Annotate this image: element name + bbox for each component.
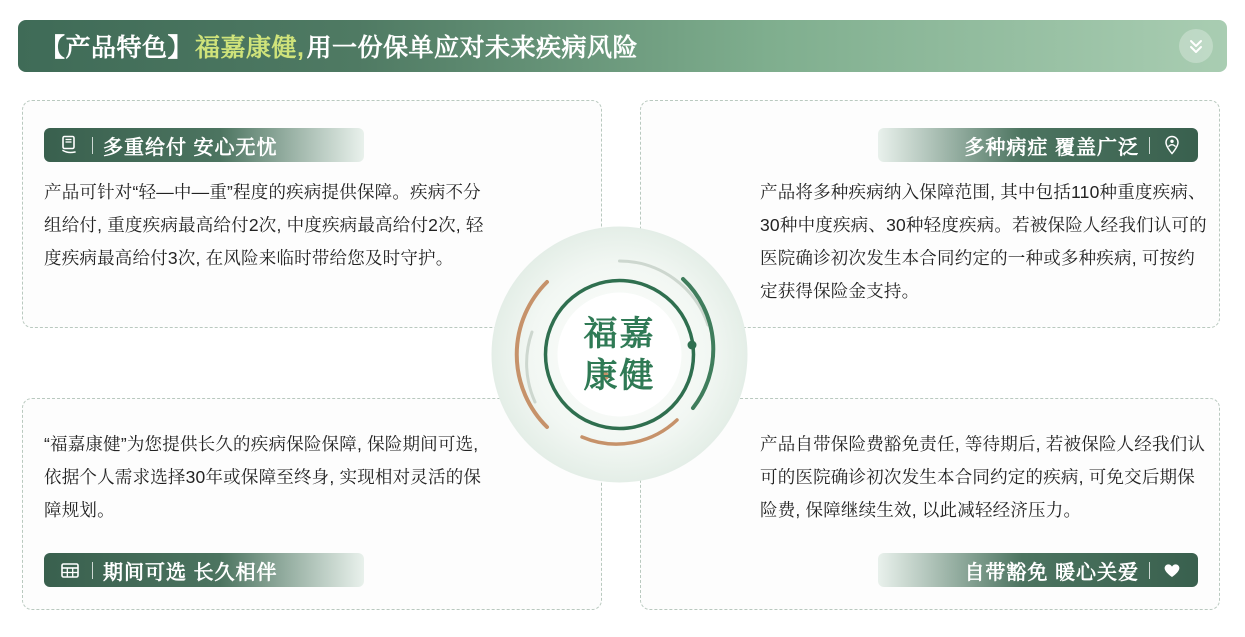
emblem-text bbox=[487, 222, 752, 487]
section-body-wide-coverage: 产品将多种疾病纳入保障范围, 其中包括110种重度疾病、30种中度疾病、30种轻度疾病。若被保险人经我们认可的医院确诊初次发生本合同约定的一种或多种疾病, 可按约定获得保险金支持。 bbox=[760, 182, 1207, 301]
heart-icon bbox=[1160, 558, 1184, 582]
section-label-multi-payout bbox=[44, 128, 364, 162]
page-title bbox=[40, 28, 638, 64]
section-label-flexible-term bbox=[44, 553, 364, 587]
ribbon-divider bbox=[92, 562, 93, 579]
ribbon-divider bbox=[92, 137, 93, 154]
location-pin-person-icon bbox=[1160, 133, 1184, 157]
section-label-text: 多种病症 覆盖广泛 bbox=[964, 136, 1139, 159]
ribbon-divider bbox=[1149, 562, 1150, 579]
section-label-premium-waiver bbox=[878, 553, 1198, 587]
emblem-line-1: 福嘉 bbox=[583, 314, 656, 353]
section-label-text: 期间可选 长久相伴 bbox=[103, 561, 278, 584]
section-label-text: 多重给付 安心无忧 bbox=[103, 136, 278, 159]
double-chevron-down-icon[interactable] bbox=[1179, 29, 1213, 63]
calendar-icon bbox=[58, 558, 82, 582]
ribbon-divider bbox=[1149, 137, 1150, 154]
page-title-prefix: 【产品特色】 bbox=[40, 34, 194, 62]
emblem-line-2: 康健 bbox=[583, 356, 656, 395]
section-label-wide-coverage bbox=[878, 128, 1198, 162]
section-label-text: 自带豁免 暖心关爱 bbox=[964, 561, 1139, 584]
center-emblem bbox=[487, 222, 752, 487]
page-title-highlight: 福嘉康健, bbox=[195, 34, 305, 62]
section-body-premium-waiver: 产品自带保险费豁免责任, 等待期后, 若被保险人经我们认可的医院确诊初次发生本合同约定的疾病, 可免交后期保险费, 保障继续生效, 以此减轻经济压力。 bbox=[760, 434, 1206, 520]
page-title-suffix: 用一份保单应对未来疾病风险 bbox=[306, 34, 638, 62]
section-body-multi-payout: 产品可针对“轻—中—重”程度的疾病提供保障。疾病不分组给付, 重度疾病最高给付2次, 中度疾病最高给付2次, 轻度疾病最高给付3次, 在风险来临时带给您及时守护。 bbox=[44, 182, 484, 268]
header-bar bbox=[18, 20, 1227, 72]
section-body-flexible-term: “福嘉康健”为您提供长久的疾病保险保障, 保险期间可选, 依据个人需求选择30年或保障至终身, 实现相对灵活的保障规划。 bbox=[44, 434, 482, 520]
document-hand-icon bbox=[58, 133, 82, 157]
